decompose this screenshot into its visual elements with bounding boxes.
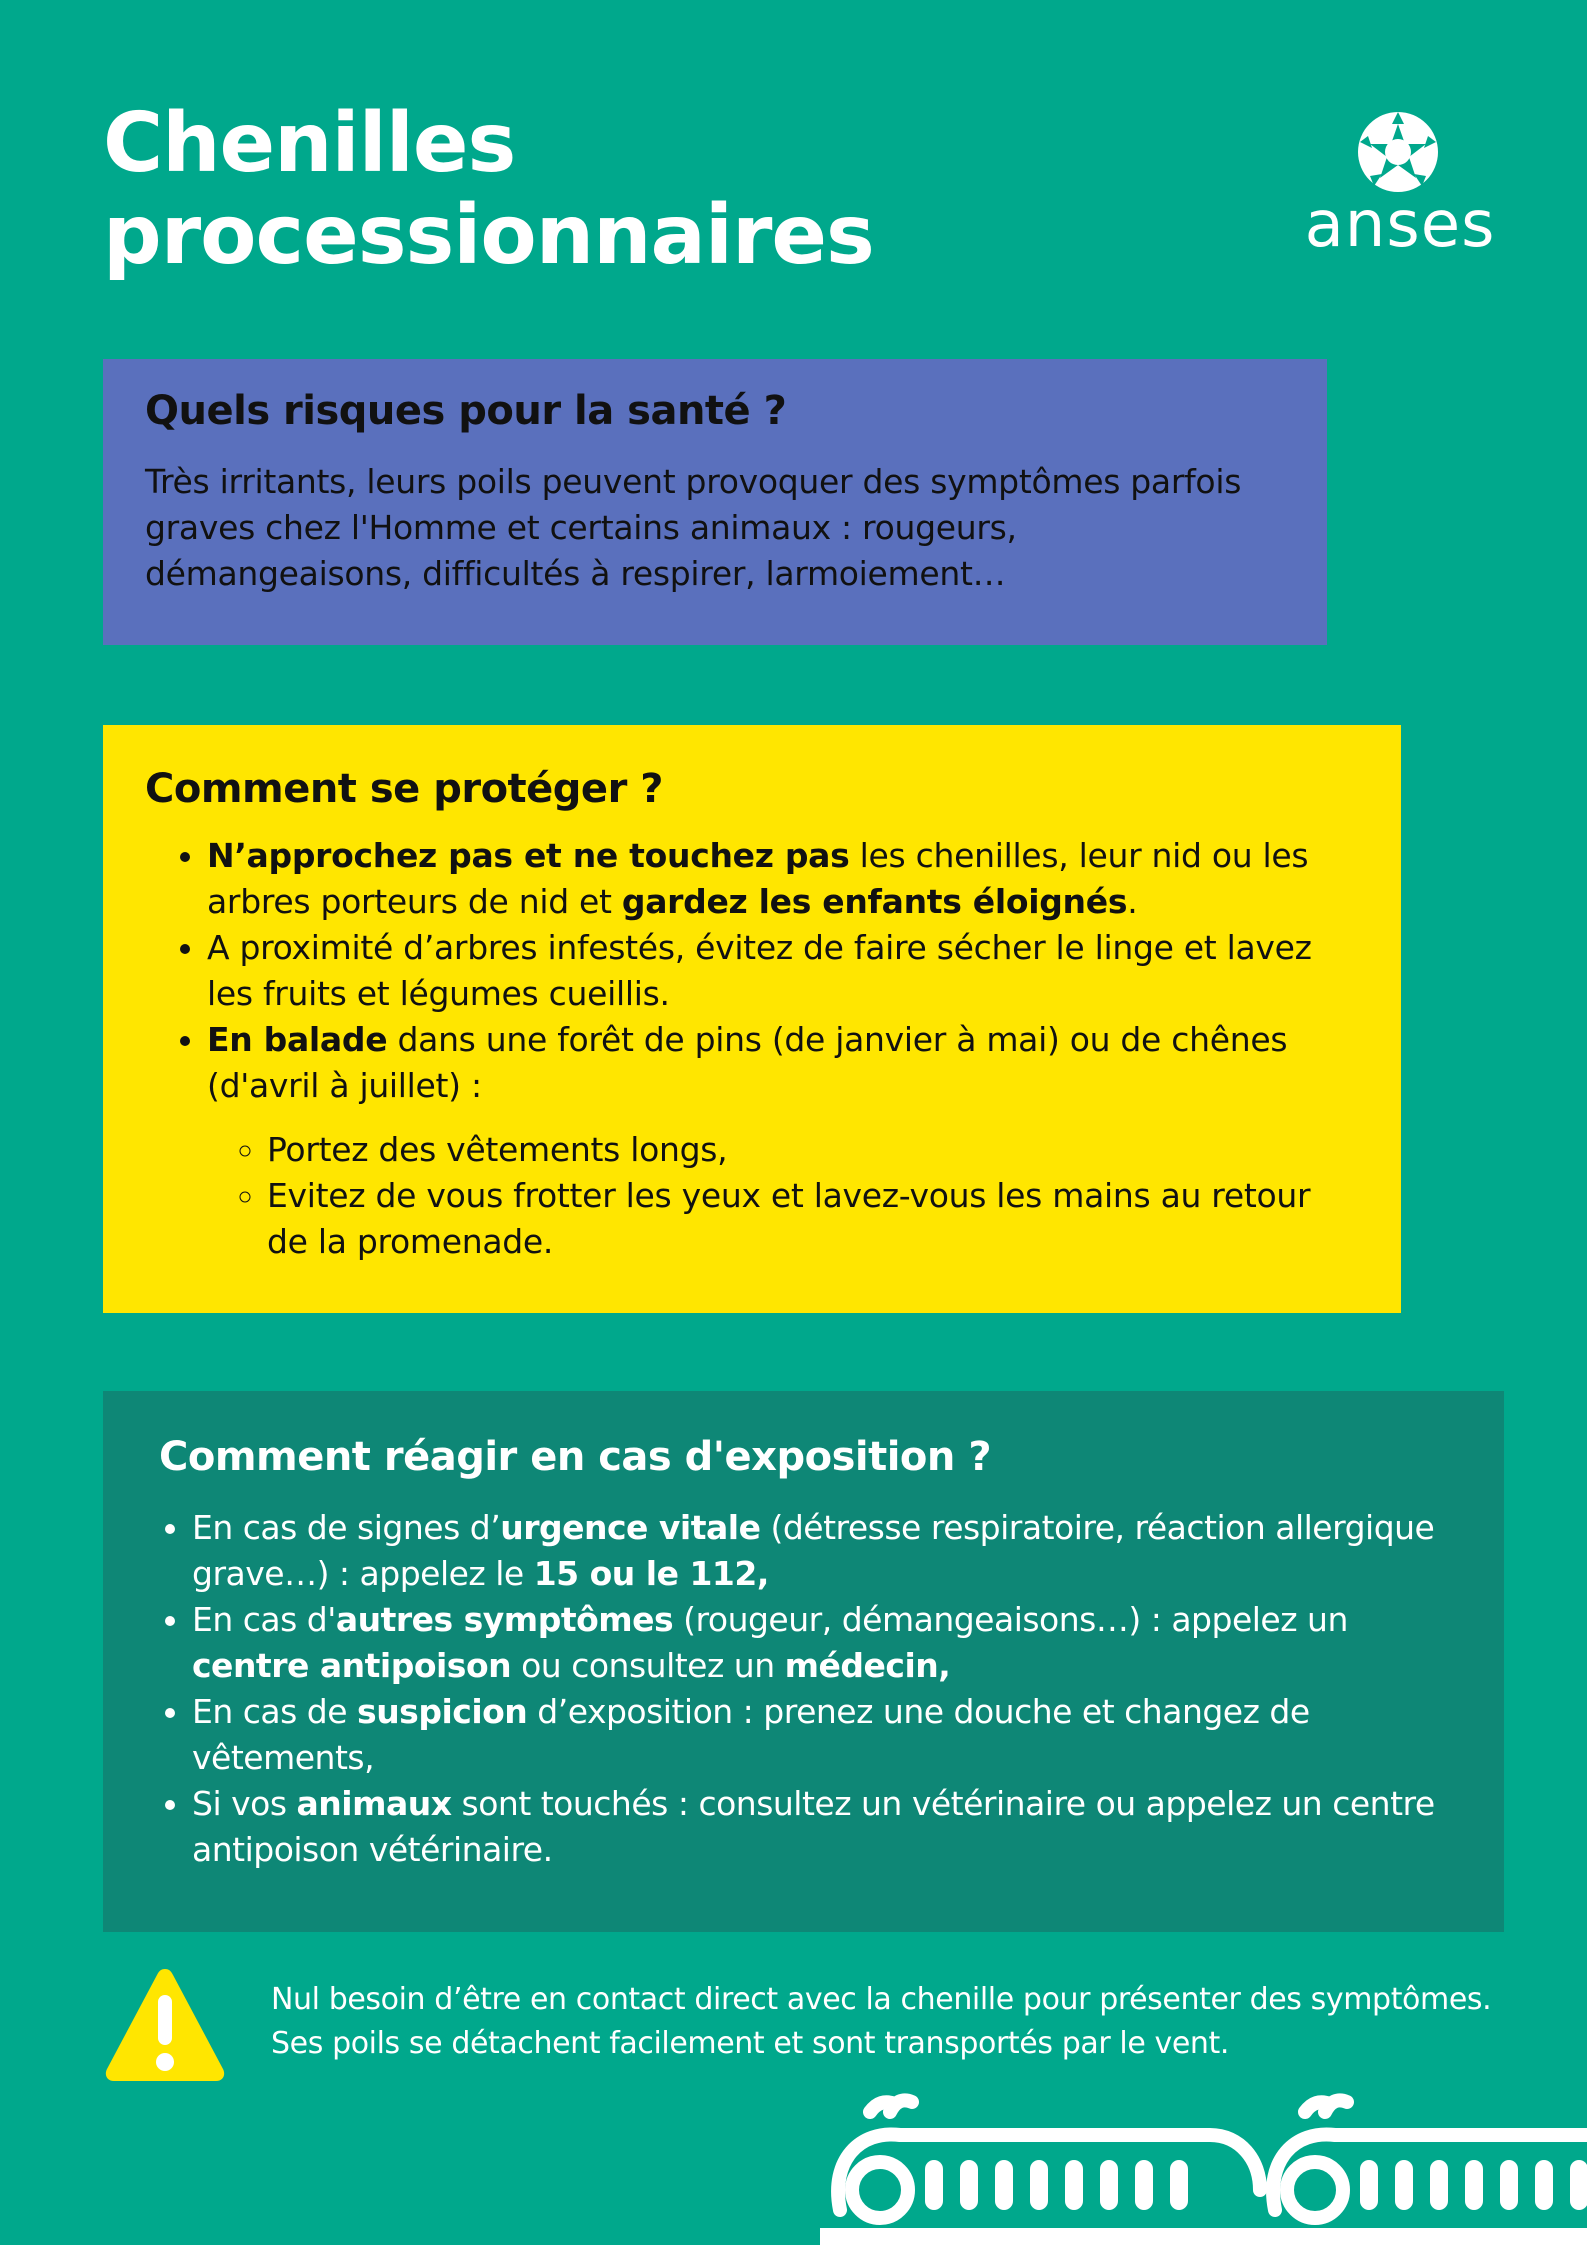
bold-text: urgence vitale [500,1508,761,1547]
list-text: En cas de signes d’ [192,1508,501,1547]
list-text: les chenilles, leur nid ou les arbres porteurs de nid et [207,836,1309,921]
list-text: (détresse respiratoire, réaction allergique grave…) : appelez le [192,1508,1435,1593]
bold-text: animaux [296,1784,452,1823]
list-text: . [1127,882,1138,921]
bold-text: médecin, [784,1646,951,1685]
warning-line-1: Nul besoin d’être en contact direct avec la chenille pour présenter des symptômes. [271,1982,1492,2017]
list-text: En cas de [192,1692,358,1731]
page-title [103,98,874,282]
list-item [192,1689,1448,1781]
list-item: • A proximité d’arbres infestés, évitez de faire sécher le linge et lavez les fruits et légumes cueillis. [207,925,1359,1017]
sub-list-item: ◦ Evitez de vous frotter les yeux et lavez-vous les mains au retour de la promenade. [267,1173,1359,1265]
sub-list [207,1127,1359,1265]
bold-text: centre antipoison [192,1646,512,1685]
sub-list-item: ◦ Portez des vêtements longs, [267,1127,1359,1173]
exposition-list [159,1505,1448,1873]
list-text: dans une forêt de pins (de janvier à mai) ou de chênes (d'avril à juillet) : [207,1020,1288,1105]
caterpillar-illustration [820,2090,1587,2245]
exposition-heading: Comment réagir en cas d'exposition ? [159,1434,992,1480]
list-text: (rougeur, démangeaisons…) : appelez un [673,1600,1348,1639]
anses-logo [1290,110,1510,260]
protection-list [145,833,1359,1265]
list-item [207,1017,1359,1265]
bold-text: gardez les enfants éloignés [621,882,1128,921]
bold-text: suspicion [357,1692,528,1731]
list-text: sont touchés : consultez un vétérinaire ou appelez un centre antipoison vétérinaire. [192,1784,1435,1869]
warning-line-2: Ses poils se détachent facilement et sont transportés par le vent. [271,2026,1230,2061]
exposition-card [103,1391,1504,1932]
bold-text: N’approchez pas et ne touchez pas [207,836,850,875]
list-text: ou consultez un [511,1646,785,1685]
anses-logo-icon [1356,110,1440,194]
title-line-1: Chenilles [103,96,516,191]
bold-text: autres symptômes [335,1600,674,1639]
warning-message [271,1978,1501,2066]
anses-logo-text: anses [1304,188,1496,262]
health-risks-heading: Quels risques pour la santé ? [145,388,787,434]
protection-card [103,725,1401,1313]
health-risks-text: Très irritants, leurs poils peuvent provoquer des symptômes parfois graves chez l'Homme et certains animaux : rougeurs, démangeaisons, difficultés à respirer, larmoiement… [145,462,1242,593]
list-item [192,1597,1448,1689]
bold-text: En balade [207,1020,388,1059]
warning-icon [103,1965,227,2083]
bold-text: 15 ou le 112, [533,1554,769,1593]
list-text: Si vos [192,1784,297,1823]
health-risks-card [103,359,1327,645]
list-text: En cas d' [192,1600,336,1639]
title-line-2: processionnaires [103,188,874,283]
list-item [192,1781,1448,1873]
list-text: d’exposition : prenez une douche et changez de vêtements, [192,1692,1310,1777]
protection-heading: Comment se protéger ? [145,766,663,812]
list-item [207,833,1359,925]
list-item [192,1505,1448,1597]
